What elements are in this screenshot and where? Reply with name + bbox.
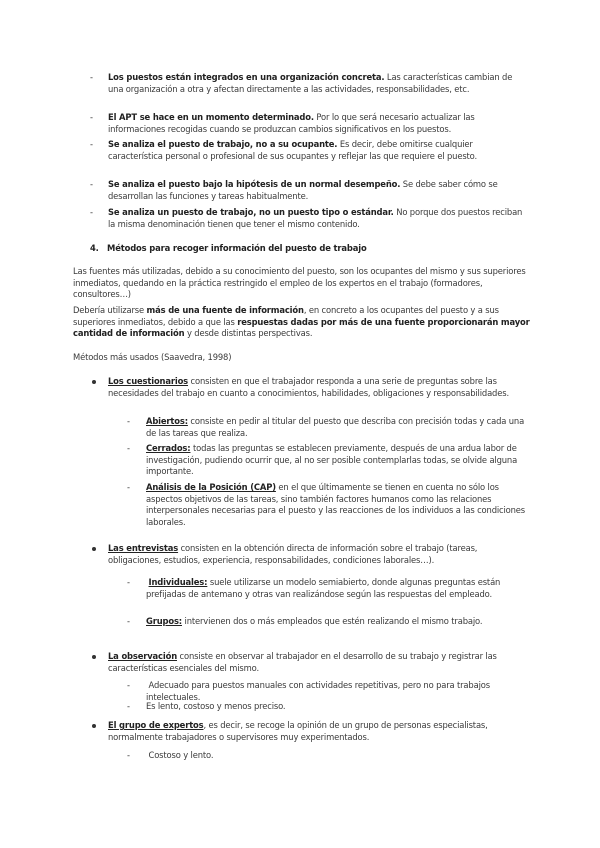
dash-marker: - [90,207,94,217]
sub-item: Adecuado para puestos manuales con actividades repetitivas, pero no para trabajos intelectuales. [146,680,490,702]
dash-marker: - [127,750,131,760]
sub-item: Grupos: intervienen dos o más empleados que estén realizando el mismo trabajo. [146,616,483,626]
sub-item: Es lento, costoso y menos preciso. [146,701,286,711]
section-heading: 4. Métodos para recoger información del puesto de trabajo [90,243,367,253]
sub-item: Individuales: suele utilizarse un modelo semiabierto, donde algunas preguntas están prefijadas de antemano y otras van realizándose según las respuestas del empleado. [146,577,501,599]
sub-item: Cerrados: todas las preguntas se establecen previamente, después de una ardua labor de investigación, pudiendo ocurrir que, al no ser posible contemplarlas todas, se olvide alguna importante. [146,443,518,476]
sub-item: Abiertos: consiste en pedir al titular del puesto que describa con precisión todas y cada una de las tareas que realiza. [146,416,525,438]
method-item: La observación consiste en observar al trabajador en el desarrollo de su trabajo y registrar las características esenciales del mismo. [108,651,497,673]
method-item: Las entrevistas consisten en la obtención directa de información sobre el trabajo (tareas, obligaciones, estudios, experiencia, responsabilidades, condiciones laborales…). [108,543,478,565]
sub-item: Análisis de la Posición (CAP) en el que últimamente se tienen en cuenta no sólo los aspectos objetivos de las tareas, sino también factores humanos como las relaciones interpersonales necesarias para el puesto y las reacciones de los individuos a las condiciones laborales. [146,482,526,527]
dash-marker: - [127,416,131,426]
dash-marker: - [127,577,131,587]
dash-marker: - [127,680,131,690]
dash-marker: - [127,443,131,453]
method-item: El grupo de expertos, es decir, se recoge la opinión de un grupo de personas especialistas, normalmente trabajadores o supervisores muy experimentados. [108,720,488,742]
list-item: Se analiza un puesto de trabajo, no un puesto tipo o estándar. No porque dos puestos reciban la misma denominación tienen que tener el mismo contenido. [108,207,523,229]
bullet-marker [92,380,96,384]
methods-heading: Métodos más usados (Saavedra, 1998) [73,352,232,362]
paragraph: Las fuentes más utilizadas, debido a su conocimiento del puesto, son los ocupantes del mismo y sus superiores inmediatos, quedando en la práctica restringido el empleo de los expertos en el trabajo (formadores, consultores…) [73,266,526,299]
dash-marker: - [127,482,131,492]
paragraph: Debería utilizarse más de una fuente de información, en concreto a los ocupantes del puesto y a sus superiores inmediatos, debido a que las respuestas dadas por más de una fuente proporcionarán mayor cantidad de información y desde distintas perspectivas. [73,305,530,338]
list-item: El APT se hace en un momento determinado. Por lo que será necesario actualizar las informaciones recogidas cuando se produzcan cambios significativos en los puestos. [108,112,475,134]
list-item: Los puestos están integrados en una organización concreta. Las características cambian de una organización a otra y afectan directamente a las actividades, responsabilidades, etc. [108,72,513,94]
list-item: Se analiza el puesto bajo la hipótesis de un normal desempeño. Se debe saber cómo se desarrollan las funciones y tareas habitualmente. [108,179,498,201]
bullet-marker [92,547,96,551]
sub-item: Costoso y lento. [148,750,214,760]
dash-marker: - [90,179,94,189]
method-item: Los cuestionarios consisten en que el trabajador responda a una serie de preguntas sobre las necesidades del trabajo en cuanto a conocimientos, habilidades, obligaciones y responsabilidades. [108,376,509,398]
dash-marker: - [90,139,94,149]
dash-marker: - [127,616,131,626]
dash-marker: - [90,112,94,122]
dash-marker: - [90,72,94,82]
dash-marker: - [127,701,131,711]
bullet-marker [92,724,96,728]
bullet-marker [92,655,96,659]
list-item: Se analiza el puesto de trabajo, no a su ocupante. Es decir, debe omitirse cualquier característica personal o profesional de sus ocupantes y reflejar las que requiere el puesto. [108,139,478,161]
